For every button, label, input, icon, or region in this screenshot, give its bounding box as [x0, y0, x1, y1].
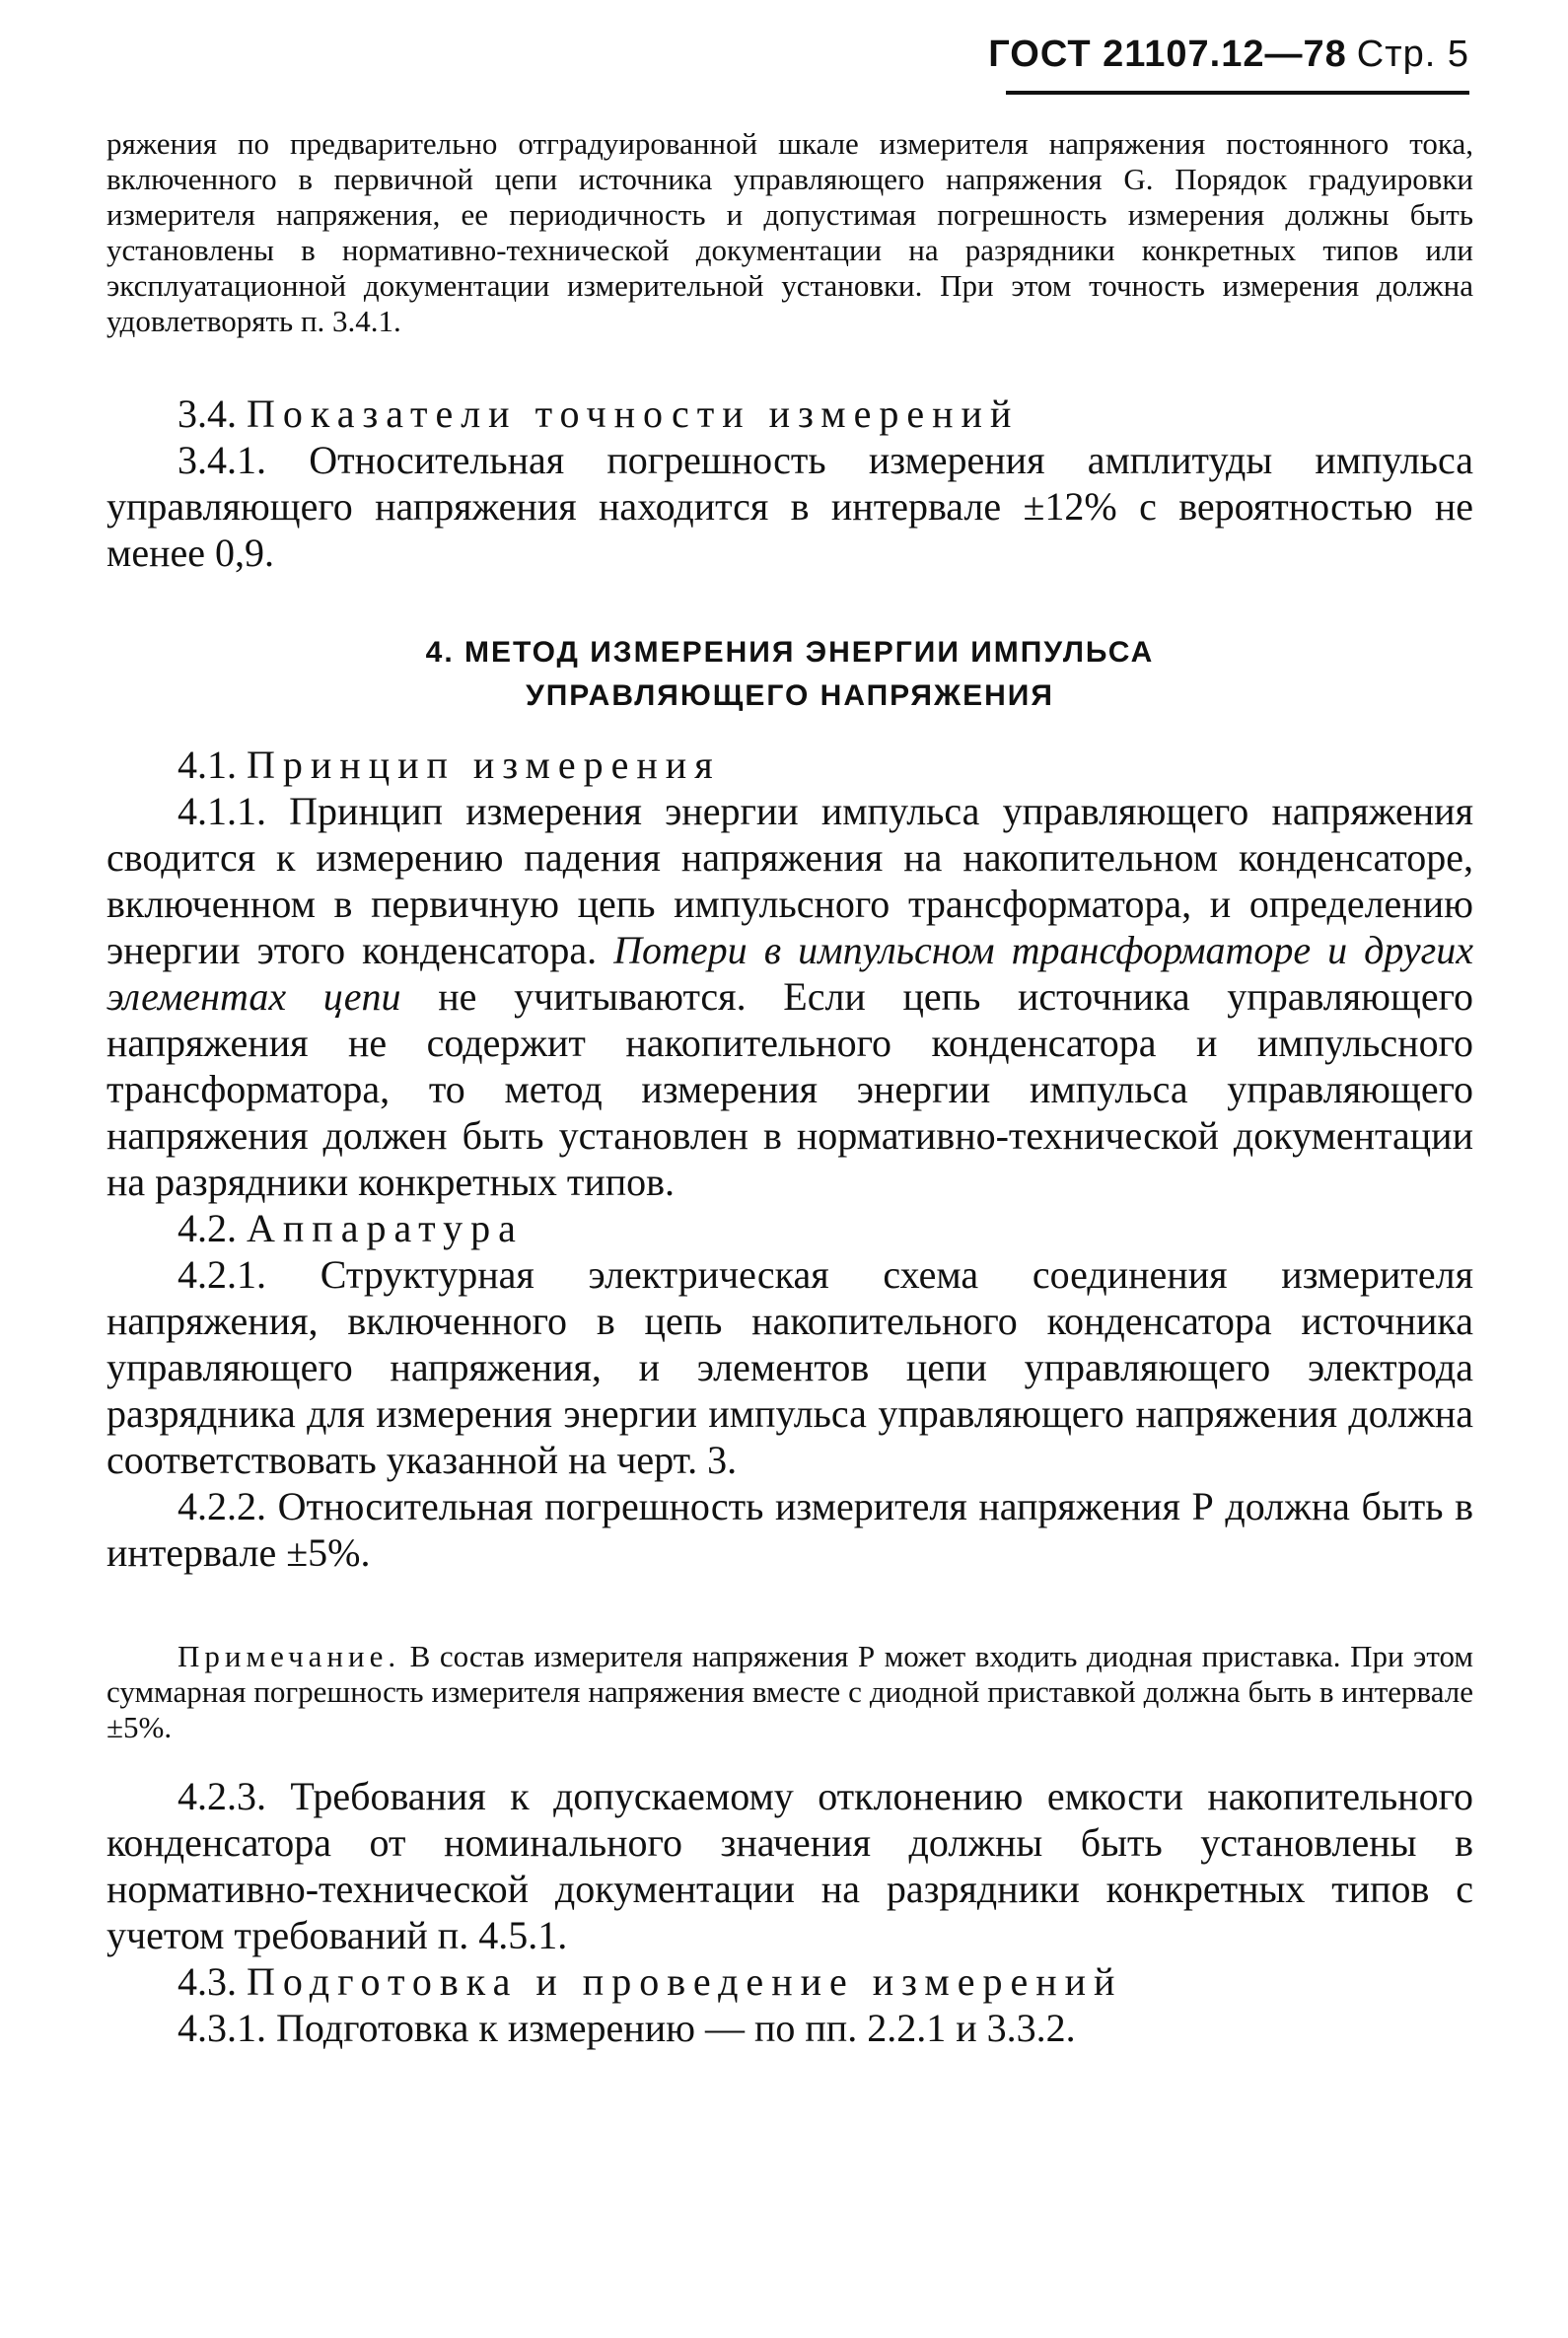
subsection-heading-4-1	[107, 742, 1473, 788]
header-rule	[1006, 91, 1469, 95]
subsection-heading-3-4	[107, 390, 1473, 437]
section-4-title-block	[107, 631, 1473, 718]
paragraph-italic: Потери в импульсном трансформаторе и других элементах цепи	[107, 928, 1473, 1019]
note-text: В состав измерителя напряжения Р может входить диодная приставка. При этом суммарная погрешность измерителя напряжения вместе с диодной приставкой должна быть в интервале ±5%.	[107, 1639, 1474, 1744]
page-number: Стр. 5	[1356, 34, 1469, 75]
subsection-title: Аппаратура	[247, 1206, 524, 1250]
subsection-number: 4.1.	[178, 743, 237, 787]
paragraph-rest: не учитываются. Если цепь источника управляющего напряжения не содержит накопительного конденсатора и импульсного трансформатора, то метод измерения энергии импульса управляющего напряжения должен быть установлен в нормативно-технической документации на разрядники конкретных типов.	[107, 974, 1474, 1204]
continued-paragraph-block	[107, 126, 1473, 339]
subsection-title: Принцип измерения	[247, 743, 721, 787]
subsection-number: 3.4.	[178, 391, 237, 436]
paragraph-3-4-1: 3.4.1. Относительная погрешность измерения амплитуды импульса управляющего напряжения находится в интервале ±12% с вероятностью не менее 0,9.	[107, 438, 1473, 575]
section-title-line-1: 4. МЕТОД ИЗМЕРЕНИЯ ЭНЕРГИИ ИМПУЛЬСА	[425, 636, 1155, 669]
paragraph-4-1-1	[107, 788, 1473, 1205]
paragraph-main: 4.1.1. Принцип измерения энергии импульса управляющего напряжения сводится к измерению падения напряжения на накопительном конденсаторе, включенном в первичную цепь импульсного трансформатора, и определению энергии этого конденсатора.	[107, 789, 1473, 972]
note	[107, 1639, 1473, 1745]
note-block	[107, 1639, 1473, 1745]
section-3-4-block	[107, 390, 1473, 576]
subsection-heading-4-2	[107, 1205, 1473, 1251]
subsection-title: Показатели точности измерений	[247, 391, 1020, 436]
paragraph-4-2-2: 4.2.2. Относительная погрешность измерителя напряжения Р должна быть в интервале ±5%.	[107, 1484, 1473, 1575]
paragraph-4-2-1: 4.2.1. Структурная электрическая схема соединения измерителя напряжения, включенного в цепь накопительного конденсатора источника управляющего напряжения, и элементов цепи управляющего электрода разрядника для измерения энергии импульса управляющего напряжения должна соответствовать указанной на черт. 3.	[107, 1252, 1473, 1482]
section-title-line-2: УПРАВЛЯЮЩЕГО НАПРЯЖЕНИЯ	[526, 679, 1054, 712]
document-code: ГОСТ 21107.12—78	[988, 34, 1347, 75]
page-header	[988, 34, 1469, 76]
section-4-3-block	[107, 1773, 1473, 2051]
note-label: Примечание.	[178, 1639, 401, 1673]
paragraph-4-2-3: 4.2.3. Требования к допускаемому отклонению емкости накопительного конденсатора от номинального значения должны быть установлены в нормативно-технической документации на разрядники конкретных типов с учетом требований п. 4.5.1.	[107, 1774, 1473, 1957]
subsection-heading-4-3	[107, 1958, 1473, 2005]
continued-paragraph: ряжения по предварительно отградуированной шкале измерителя напряжения постоянного тока, включенного в первичной цепи источника управляющего напряжения G. Порядок градуировки измерителя напряжения, ее периодичность и допустимая погрешность измерения должны быть установлены в нормативно-технической документации на разрядники конкретных типов или эксплуатационной документации измерительной установки. При этом точность измерения должна удовлетворять п. 3.4.1.	[107, 126, 1473, 338]
subsection-title: Подготовка и проведение измерений	[247, 1959, 1123, 2004]
subsection-number: 4.3.	[178, 1959, 237, 2004]
section-4-1-block	[107, 742, 1473, 1576]
paragraph-4-3-1: 4.3.1. Подготовка к измерению — по пп. 2.2.1 и 3.3.2.	[178, 2006, 1076, 2050]
subsection-number: 4.2.	[178, 1206, 237, 1250]
